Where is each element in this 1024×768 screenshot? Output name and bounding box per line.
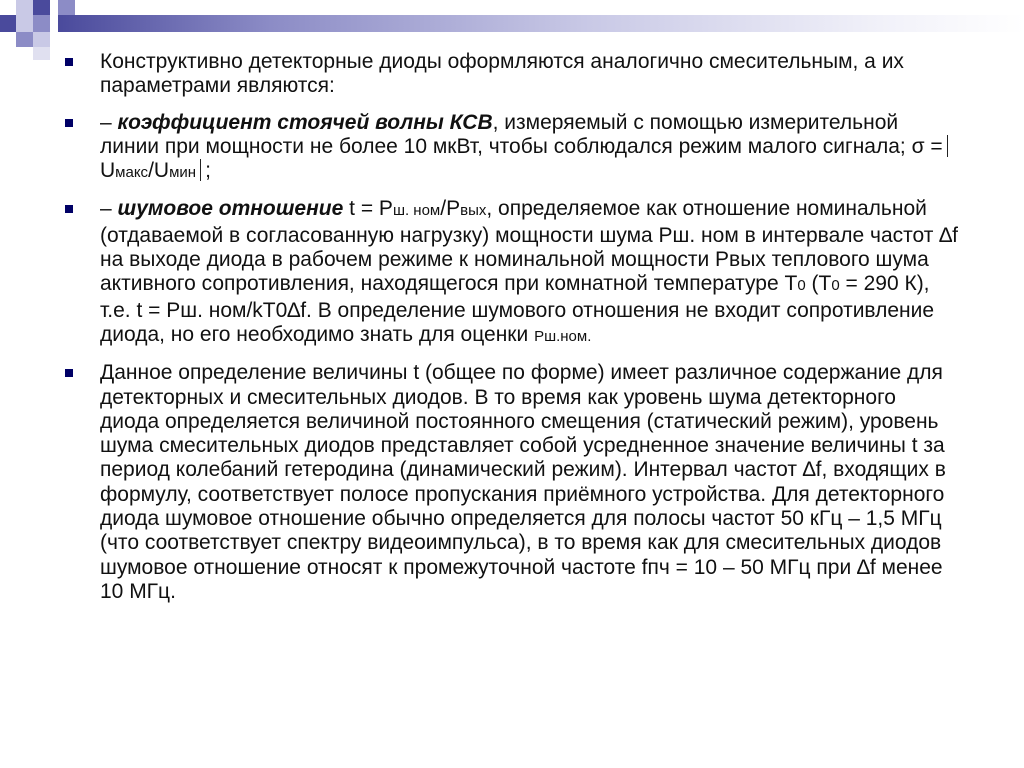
header-square bbox=[33, 47, 50, 60]
header-square bbox=[16, 32, 33, 47]
header-gradient-bar bbox=[58, 15, 1024, 32]
header-square bbox=[16, 0, 33, 15]
delta-symbol: ∆ bbox=[287, 298, 301, 322]
text-part: Данное определение величины t (общее по форме) имеет различное содержание для детекторных и смесительных диодов. В то время как уровень шума детекторного диода определяется величиной постоянного смещения (статический режим), уровень шума смесительных диодов представляет собой усредненное значение величины t за период колебаний гетеродина (динамический режим). Интервал частот bbox=[100, 361, 945, 482]
header-square bbox=[33, 32, 50, 47]
small-text: Pш.ном. bbox=[534, 327, 592, 345]
dash: – bbox=[100, 110, 112, 134]
abs-bar-right bbox=[200, 159, 201, 181]
header-square bbox=[33, 15, 50, 32]
text-part: (T bbox=[805, 272, 832, 296]
formula-slash: / bbox=[148, 159, 154, 183]
abs-bar-left bbox=[947, 135, 948, 157]
header-square bbox=[58, 0, 75, 15]
subscript: 0 bbox=[797, 277, 806, 295]
formula-u1-sub: макс bbox=[115, 164, 149, 182]
bullet-text: , измеряемый с помощью измерительной линии при мощности не более 10 мкВт, чтобы соблюдался режим малого сигнала; bbox=[100, 110, 906, 158]
dash: – bbox=[100, 197, 112, 221]
dash: – bbox=[848, 507, 860, 531]
text-part: t = P bbox=[349, 197, 393, 221]
bullet-square-icon bbox=[65, 119, 73, 127]
bullet-text: Конструктивно детекторные диоды оформляются аналогично смесительным, а их параметрами являются: bbox=[100, 50, 904, 98]
bullet-item-ksv bbox=[60, 111, 960, 186]
text-part: f. В определение шумового отношения не входит сопротивление диода, но его необходимо знать для оценки bbox=[100, 298, 935, 346]
text-part: f на выходе диода в рабочем режиме к номинальной мощности Pвых теплового шума активного сопротивления, находящегося при комнатной температуре T bbox=[100, 223, 958, 296]
text-part: , определяемое как отношение номинальной (отдаваемой в согласованную нагрузку) мощности шума Pш. ном в интервале частот bbox=[100, 197, 940, 247]
text-part: = 290 К), т.е. t = Pш. ном/kT0 bbox=[100, 272, 930, 322]
formula-u1: U bbox=[100, 159, 116, 183]
bullet-item-definition bbox=[60, 361, 960, 604]
bullet-square-icon bbox=[65, 369, 73, 377]
formula-sigma: σ bbox=[911, 134, 925, 158]
formula-u2: U bbox=[153, 159, 170, 183]
bullet-item-intro bbox=[60, 50, 960, 99]
subscript: ш. ном bbox=[392, 202, 441, 220]
text-part: f, входящих в формулу, соответствует полосе пропускания приёмного устройства. Для детекторного диода шумовое отношение обычно определяется для полосы частот 50 кГц bbox=[100, 458, 946, 531]
subscript: вых bbox=[460, 202, 487, 220]
term-noise-ratio: шумовое отношение bbox=[117, 197, 344, 221]
dash: – bbox=[722, 555, 735, 579]
bullet-square-icon bbox=[65, 58, 73, 66]
term-ksv: коэффициент стоячей волны КСВ bbox=[117, 110, 493, 134]
slide-body bbox=[60, 50, 960, 604]
formula-eq: = bbox=[930, 134, 943, 158]
text-part: f менее 10 МГц. bbox=[100, 555, 943, 603]
text-part: /P bbox=[440, 197, 461, 221]
bullet-item-noise-ratio bbox=[60, 197, 960, 349]
text-part: 50 МГц при bbox=[734, 555, 858, 579]
text-part: 1,5 МГц (что соответствует спектру видеоимпульса), в то время как для смесительных диодов шумовое отношение относят к промежуточной частоте fпч = 10 bbox=[100, 507, 942, 579]
subscript: 0 bbox=[831, 277, 840, 295]
formula-u2-sub: мин bbox=[169, 164, 197, 182]
delta-symbol: ∆ bbox=[939, 223, 953, 247]
header-square bbox=[33, 0, 50, 15]
bullet-square-icon bbox=[65, 205, 73, 213]
delta-symbol: ∆ bbox=[857, 555, 870, 579]
header-square bbox=[16, 15, 33, 32]
header-square bbox=[0, 15, 16, 32]
formula-end: ; bbox=[205, 159, 211, 183]
delta-symbol: ∆ bbox=[802, 458, 816, 482]
